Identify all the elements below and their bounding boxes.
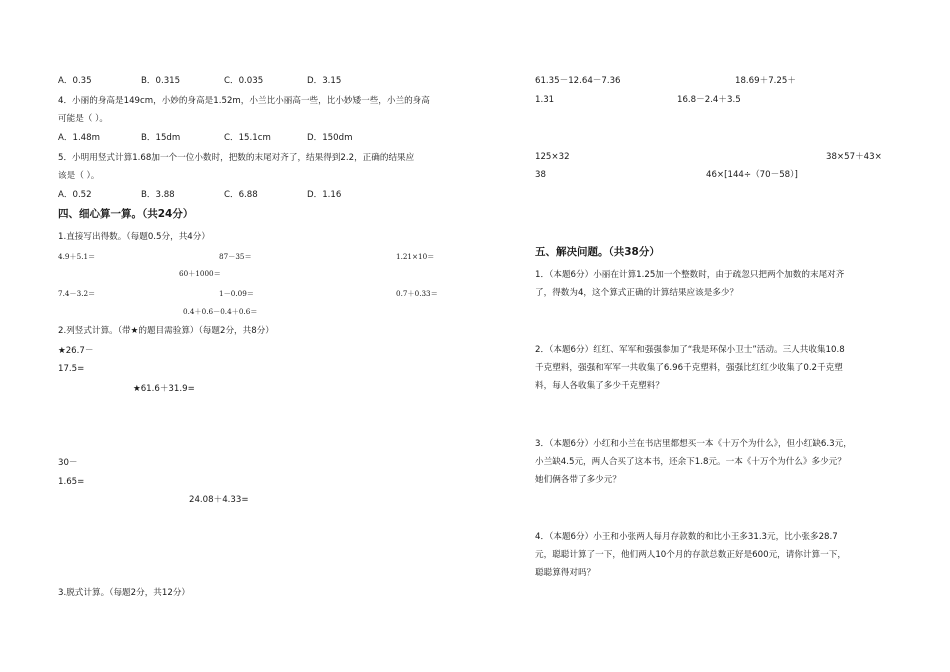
q4-option-d: D．150dm <box>307 133 353 143</box>
calc-item-3: 16.8－2.4＋3.5 <box>677 95 741 105</box>
problem-4-line3: 聪聪算得对吗？ <box>535 568 596 578</box>
mental-item-8: 0.4＋0.6－0.4＋0.6＝ <box>183 307 258 316</box>
problem-2-line1: 2．（本题6分）红红、军军和强强参加了“我是环保小卫士”活动。三人共收集10.8 <box>535 345 845 355</box>
q3-option-c: C．0.035 <box>224 76 264 86</box>
problem-1-line1: 1．（本题6分）小丽在计算1.25加一个整数时，由于疏忽只把两个加数的末尾对齐 <box>535 270 845 280</box>
vertical-item-3b: 1.65= <box>58 477 85 487</box>
problem-1-line2: 了，得数为4，这个算式正确的计算结果应该是多少？ <box>535 288 739 298</box>
q3-option-a: A．0.35 <box>58 76 92 86</box>
problem-4-line1: 4．（本题6分）小王和小张两人每月存款数的和比小王多31.3元，比小张多28.7 <box>535 532 838 542</box>
q3-option-d: D．3.15 <box>307 76 342 86</box>
calc-item-1: 61.35－12.64－7.36 <box>535 76 621 86</box>
problem-3-line2: 小兰缺4.5元，两人合买了这本书，还余下1.8元。一本《十万个为什么》多少元？ <box>535 457 846 467</box>
vertical-item-3a: 30－ <box>58 458 78 468</box>
problem-4-line2: 元，聪聪计算了一下，他们两人10个月的存款总数正好是600元，请你计算一下， <box>535 550 846 560</box>
section5-title: 五、解决问题。（共38分） <box>535 246 660 258</box>
q4-text-line1: 4．小丽的身高是149cm，小妙的身高是1.52m，小兰比小丽高一些，比小妙矮一些，小兰的身高 <box>58 96 430 106</box>
problem-3-line1: 3．（本题6分）小红和小兰在书店里都想买一本《十万个为什么》，但小红缺6.3元， <box>535 439 852 449</box>
mental-item-6: 1－0.09＝ <box>219 289 254 298</box>
part2-title: 2.列竖式计算。（带★的题目需验算）（每题2分，共8分） <box>58 326 274 336</box>
calc-item-6: 46×[144÷（70－58）] <box>706 170 798 180</box>
vertical-item-1a: ★26.7－ <box>58 346 94 356</box>
calc-item-5b: 38 <box>535 170 546 180</box>
q5-option-a: A．0.52 <box>58 190 92 200</box>
mental-item-4: 60＋1000＝ <box>179 269 221 278</box>
q5-option-b: B．3.88 <box>141 190 175 200</box>
part1-title: 1.直接写出得数。（每题0.5分，共4分） <box>58 232 210 242</box>
q5-text-line1: 5．小明用竖式计算1.68加一个一位小数时，把数的末尾对齐了，结果得到2.2，正确的结果应 <box>58 153 415 163</box>
problem-3-line3: 她们俩各带了多少元？ <box>535 475 621 485</box>
q5-option-d: D．1.16 <box>307 190 342 200</box>
q4-option-b: B．15dm <box>141 133 181 143</box>
q5-text-line2: 该是（ ）。 <box>58 171 100 181</box>
mental-item-5: 7.4－3.2＝ <box>58 289 96 298</box>
vertical-item-1b: 17.5= <box>58 364 85 374</box>
q3-option-b: B．0.315 <box>141 76 181 86</box>
section4-title: 四、细心算一算。（共24分） <box>58 208 194 220</box>
calc-item-5a: 38×57＋43× <box>826 152 882 162</box>
calc-item-4: 125×32 <box>535 152 570 162</box>
vertical-item-4: 24.08＋4.33= <box>189 495 249 505</box>
q4-option-c: C．15.1cm <box>224 133 271 143</box>
mental-item-2: 87－35＝ <box>219 252 252 261</box>
vertical-item-2: ★61.6＋31.9= <box>133 384 195 394</box>
calc-item-2a: 18.69＋7.25＋ <box>735 76 796 86</box>
mental-item-7: 0.7＋0.33＝ <box>396 289 438 298</box>
q5-option-c: C．6.88 <box>224 190 258 200</box>
mental-item-3: 1.21×10＝ <box>396 252 435 261</box>
calc-item-2b: 1.31 <box>535 95 555 105</box>
problem-2-line2: 千克塑料，强强和军军一共收集了6.96千克塑料，强强比红红少收集了0.2千克塑 <box>535 363 843 373</box>
mental-item-1: 4.9＋5.1＝ <box>58 252 96 261</box>
part3-title: 3.脱式计算。（每题2分，共12分） <box>58 588 191 598</box>
q4-option-a: A．1.48m <box>58 133 100 143</box>
q4-text-line2: 可能是（ ）。 <box>58 114 108 124</box>
problem-2-line3: 料，每人各收集了多少千克塑料？ <box>535 381 664 391</box>
